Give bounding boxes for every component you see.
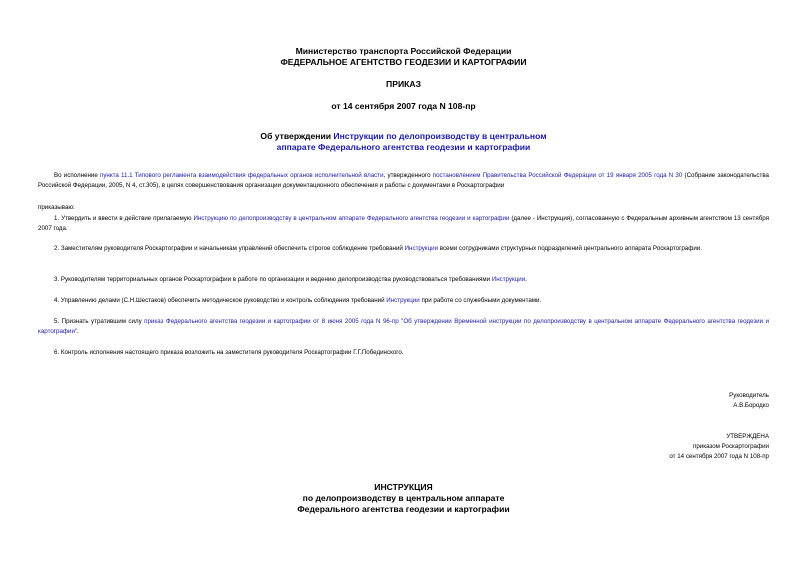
item-text: (далее - Инструкция), согласованную с Федеральным архивным агентством 13 сентября 2007 года. xyxy=(38,215,769,232)
ministry-name: Министерство транспорта Российской Федерации xyxy=(295,46,512,56)
title-link-instruction[interactable]: Инструкции по делопроизводству в центральном xyxy=(333,131,547,141)
item-text: 2. Заместителям руководителя Роскартографии и начальникам управлений обеспечить строгое соблюдение требований xyxy=(54,245,405,252)
item-text: при работе со служебными документами. xyxy=(419,297,542,304)
intro-text: (Собрание законодательства Российской Федерации, 2005, N 4, ст.305), в целях совершенствования организации документационного обеспечения и работы с документами в Роскартографии xyxy=(38,172,769,189)
item-text: 4. Управлению делами (С.Н.Шестаков) обеспечить методическое руководство и контроль соблюдения требований xyxy=(54,297,387,304)
agency-name: ФЕДЕРАЛЬНОЕ АГЕНТСТВО ГЕОДЕЗИИ И КАРТОГРАФИИ xyxy=(280,57,527,67)
document-date: от 14 сентября 2007 года N 108-пр xyxy=(331,101,476,111)
link-government-resolution[interactable]: постановлением Правительства Российской Федерации от 19 января 2005 года N 30 xyxy=(432,172,683,179)
link-instruction[interactable]: Инструкции xyxy=(404,245,439,252)
order-word: приказываю: xyxy=(38,204,75,211)
signature-role: Руководитель xyxy=(729,392,769,399)
link-instruction[interactable]: Инструкцию по делопроизводству в центральном аппарате Федерального агентства геодезии и картографии xyxy=(193,215,510,222)
item-text: 5. Признать утратившим силу xyxy=(54,318,145,325)
approval-word: УТВЕРЖДЕНА xyxy=(726,433,769,440)
instruction-subheading-2: Федерального агентства геодезии и картографии xyxy=(297,504,510,514)
item-text: . xyxy=(77,328,79,335)
intro-paragraph xyxy=(38,171,769,191)
item-5 xyxy=(38,317,769,337)
item-text: 6. Контроль исполнения настоящего приказа возложить на заместителя руководителя Роскартографии Г.Г.Побединского. xyxy=(54,349,404,356)
document-type: ПРИКАЗ xyxy=(386,79,421,89)
approval-line: приказом Роскартографии xyxy=(693,443,769,450)
item-text: . xyxy=(525,276,527,283)
intro-text: , утвержденного xyxy=(383,172,433,179)
link-instruction[interactable]: Инструкции xyxy=(386,297,420,304)
item-1 xyxy=(38,214,769,234)
link-regulation-item[interactable]: пункта 11.1 Типового регламента взаимодействия федеральных органов исполнительной власти xyxy=(99,172,384,179)
instruction-heading: ИНСТРУКЦИЯ xyxy=(374,482,433,492)
item-3 xyxy=(38,275,769,285)
item-6 xyxy=(38,348,769,358)
approval-date: от 14 сентября 2007 года N 108-пр xyxy=(669,453,769,460)
title-link-instruction-cont[interactable]: аппарате Федерального агентства геодезии и картографии xyxy=(276,142,531,152)
signature-name: А.В.Бородко xyxy=(733,402,769,409)
item-text: 3. Руководителям территориальных органов Роскартографии в работе по организации и ведению делопроизводства руководствоваться требованиями xyxy=(54,276,492,283)
item-text: всеми сотрудниками структурных подразделений центрального аппарата Роскартографии. xyxy=(438,245,702,252)
instruction-subheading: по делопроизводству в центральном аппарате xyxy=(302,493,505,503)
item-2 xyxy=(38,244,769,254)
title-prefix: Об утверждении xyxy=(260,131,334,141)
link-previous-order[interactable]: приказ Федерального агентства геодезии и картографии от 8 июня 2005 года N 96-пр "Об утверждении Временной инструкции по делопроизводству в центральном аппарате Федерального агентства геодезии и картографии" xyxy=(38,318,769,335)
link-instruction[interactable]: Инструкции xyxy=(491,276,526,283)
document-title-line2 xyxy=(0,142,807,153)
document-title xyxy=(0,131,807,142)
intro-text: Во исполнение xyxy=(54,172,100,179)
item-text: 1. Утвердить и ввести в действие прилагаемую xyxy=(54,215,194,222)
item-4 xyxy=(38,296,769,306)
